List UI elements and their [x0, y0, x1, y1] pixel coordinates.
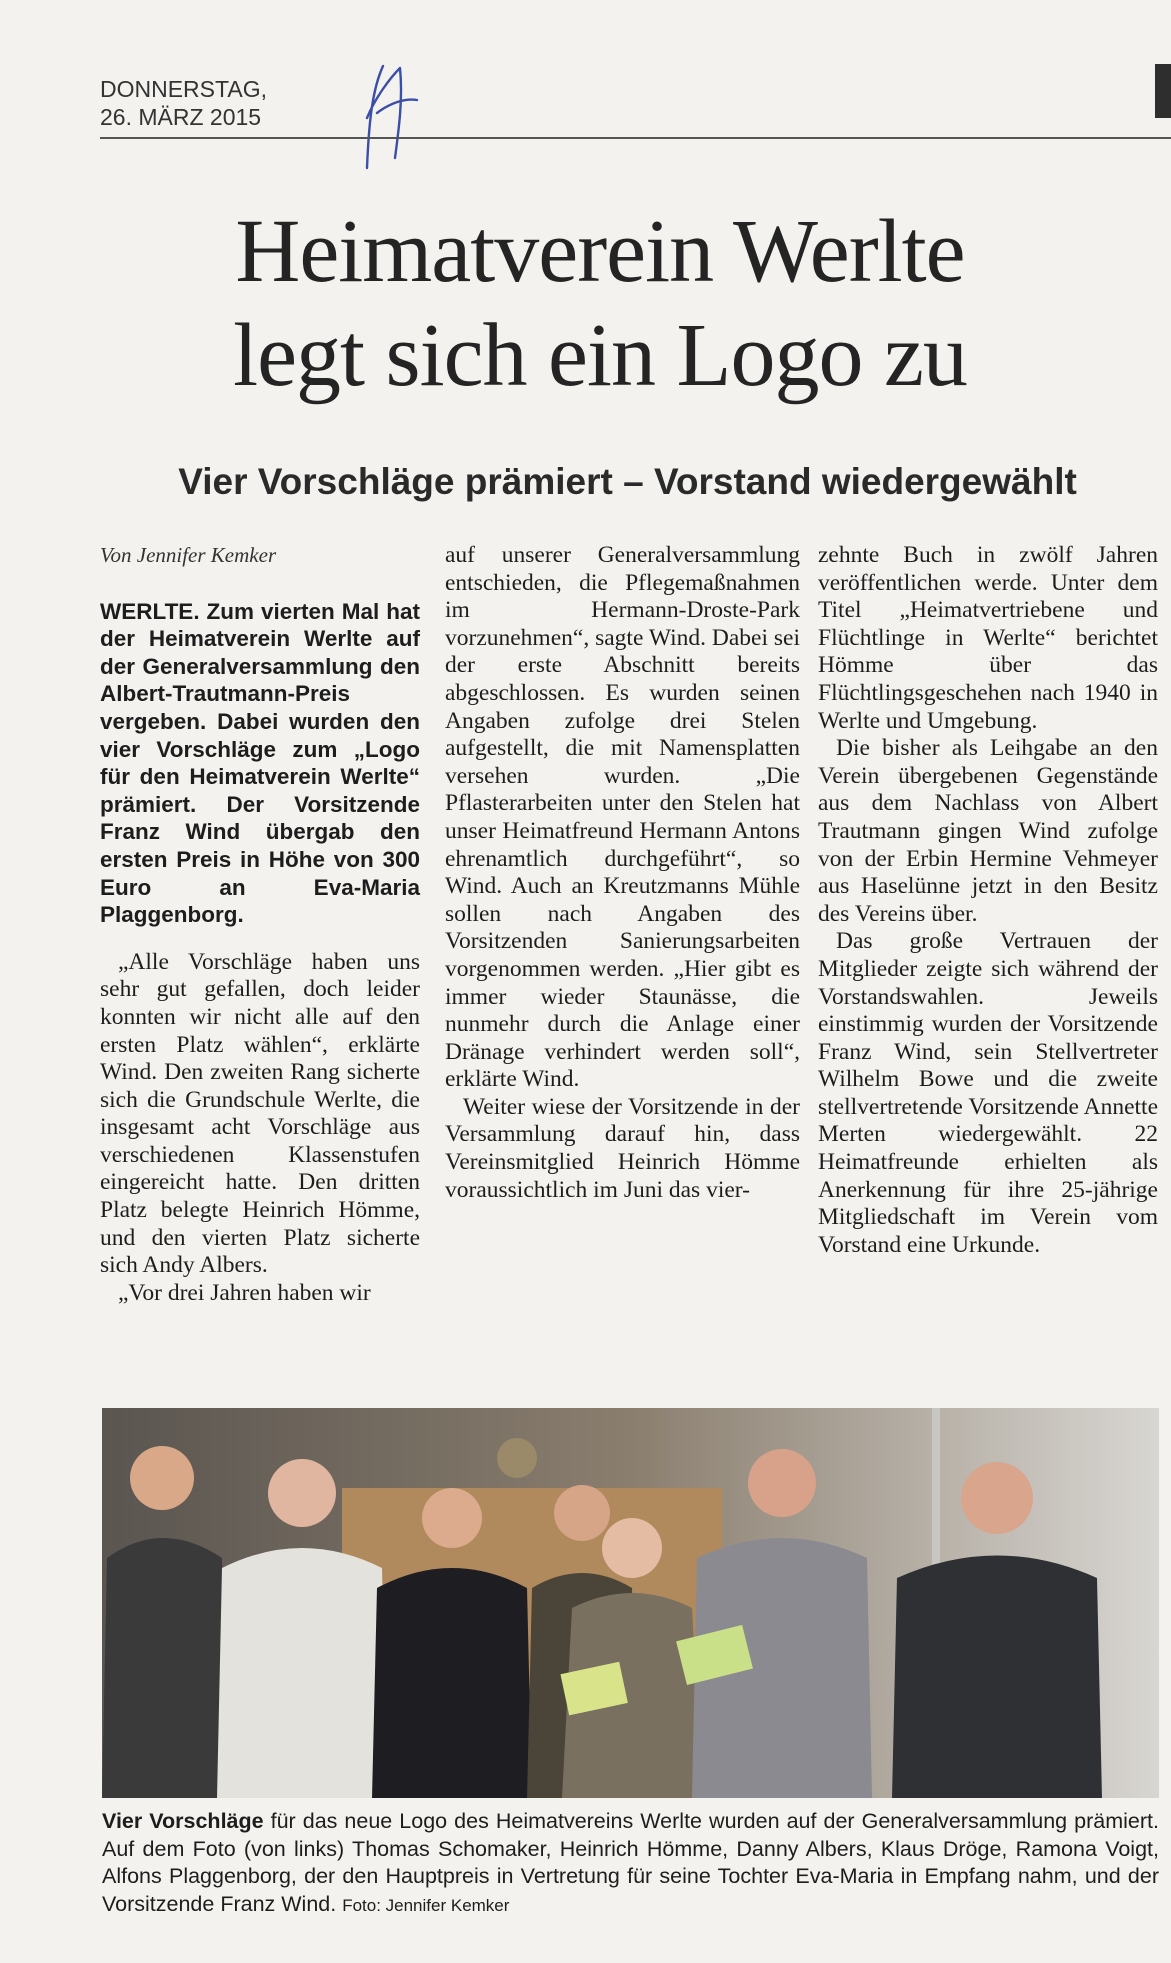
body-paragraph: Das große Vertrauen der Mitglieder zeigte sich während der Vorstandswahlen. Jeweils einstimmig wurden der Vorsitzende Franz Wind, sein Stellvertreter Wilhelm Bowe und die zweite stellvertretende Vorsitzende Annette Merten wiedergewählt. 22 Heimatfreunde erhielten als Anerkennung für ihre 25-jährige Mitgliedschaft im Verein vom Vorstand eine Urkunde. — [818, 928, 1158, 1258]
handwritten-signature — [355, 58, 435, 173]
subheadline: Vier Vorschläge prämiert – Vorstand wiedergewählt — [178, 461, 1077, 502]
group-photo — [102, 1408, 1159, 1798]
header-rule — [100, 137, 1171, 139]
body-paragraph: „Alle Vorschläge haben uns sehr gut gefallen, doch leider konnten wir nicht alle auf den ersten Platz wählen“, erklärte Wind. Den zweiten Rang sicherte sich die Grundschule Werlte, die insgesamt acht Vorschläge aus verschiedenen Klassenstufen eingereicht hatte. Den dritten Platz belegte Heinrich Hömme, und den vierten Platz sicherte sich Andy Albers. — [100, 948, 420, 1279]
next-page-edge — [1155, 64, 1171, 118]
photo-credit: Foto: Jennifer Kemker — [342, 1895, 510, 1915]
headline-line-1: Heimatverein Werlte — [235, 202, 965, 301]
issue-day: 26. MÄRZ 2015 — [100, 104, 262, 130]
body-paragraph: zehnte Buch in zwölf Jahren veröffentlichen werde. Unter dem Titel „Heimatvertriebene und Flüchtlinge in Werlte“ berichtet Hömme über das Flüchtlingsgeschehen nach 1940 in Werlte und Umgebung. — [818, 542, 1158, 734]
issue-weekday: DONNERSTAG, — [100, 76, 267, 102]
caption-text: für das neue Logo des Heimatvereins Werlte wurden auf der Generalversammlung prämiert. Auf dem Foto (von links) Thomas Schomaker, Heinrich Hömme, Danny Albers, Klaus Dröge, Ramona Voigt, Alfons Plaggenborg, der den Hauptpreis in Vertretung für seine Tochter Eva-Maria in Empfang nahm, und der Vorsitzende Franz Wind. — [102, 1809, 1159, 1916]
headline — [100, 200, 1100, 408]
lead-paragraph: WERLTE. Zum vierten Mal hat der Heimatverein Werlte auf der Generalversammlung den Albert-Trautmann-Preis vergeben. Dabei wurden den vier Vorschläge zum „Logo für den Heimatverein Werlte“ prämiert. Der Vorsitzende Franz Wind übergab den ersten Preis in Höhe von 300 Euro an Eva-Maria Plaggenborg. — [100, 598, 420, 928]
body-paragraph: Die bisher als Leihgabe an den Verein übergebenen Gegenstände aus dem Nachlass von Albert Trautmann gingen Wind zufolge von der Erbin Hermine Vehmeyer aus Haselünne jetzt in den Besitz des Vereins über. — [818, 735, 1158, 927]
byline: Von Jennifer Kemker — [100, 543, 277, 567]
photo-caption — [102, 1808, 1159, 1919]
body-paragraph: Weiter wiese der Vorsitzende in der Versammlung darauf hin, dass Vereinsmitglied Heinrich Hömme voraussichtlich im Juni das vier- — [445, 1093, 800, 1203]
body-paragraph: auf unserer Generalversammlung entschieden, die Pflegemaßnahmen im Hermann-Droste-Park vorzunehmen“, sagte Wind. Dabei sei der erste Abschnitt bereits abgeschlossen. Es wurden seinen Angaben zufolge drei Stelen aufgestellt, die mit Namensplatten versehen wurden. „Die Pflasterarbeiten unter den Stelen hat unser Heimatfreund Hermann Antons ehrenamtlich durchgeführt“, so Wind. Auch an Kreutzmanns Mühle sollen nach Angaben des Vorsitzenden Sanierungsarbeiten vorgenommen werden. „Hier gibt es immer wieder Staunässe, die nunmehr durch die Anlage einer Dränage verhindert werden soll“, erklärte Wind. — [445, 542, 800, 1093]
headline-line-2: legt sich ein Logo zu — [233, 306, 967, 405]
issue-date — [100, 75, 320, 131]
article-column-1 — [100, 542, 420, 1307]
body-paragraph: „Vor drei Jahren haben wir — [118, 1279, 371, 1306]
article-column-3 — [818, 542, 1158, 1259]
article-column-2 — [445, 542, 800, 1204]
caption-lead: Vier Vorschläge — [102, 1809, 264, 1833]
